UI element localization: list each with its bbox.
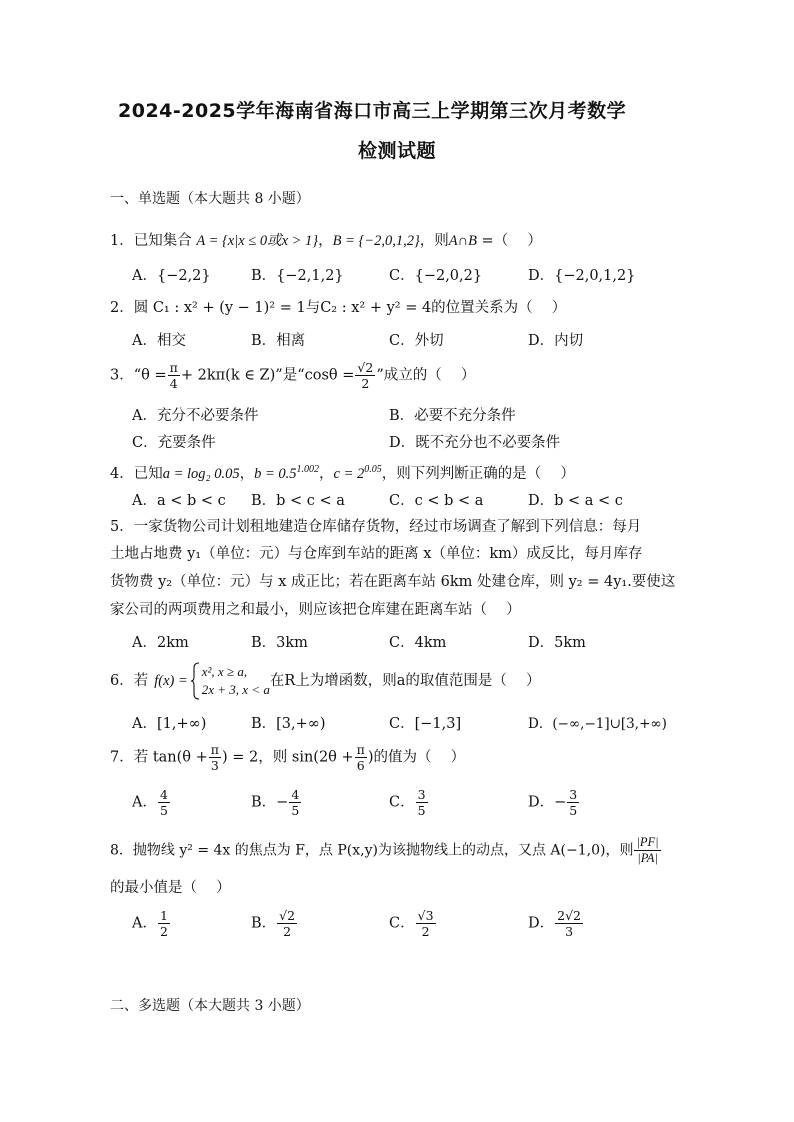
question-3-option-c: C．充要条件: [132, 435, 216, 451]
question-8-option-c: C． $\frac{√3}{2}$: [389, 908, 434, 939]
question-8-option-a: A． $\frac{1}{2}$: [132, 908, 168, 939]
question-5-option-d: D．5km: [528, 635, 586, 651]
question-7-option-c: C． $\frac{3}{5}$: [389, 787, 426, 818]
question-6-option-d: D．(−∞,−1]∪[3,+∞): [528, 716, 667, 732]
question-3-option-b: B．必要不充分条件: [389, 408, 516, 424]
question-1-option-d: D．{−2,0,1,2}: [528, 268, 636, 284]
question-4-option-d: D．b < a < c: [528, 493, 623, 509]
document-title-line2: 检测试题: [358, 140, 437, 162]
question-4-option-a: A．a < b < c: [132, 493, 226, 509]
brace-icon: [190, 662, 200, 700]
section-heading-single-choice: 一、单选题（本大题共 8 小题）: [110, 191, 310, 207]
question-2-option-d: D．内切: [528, 333, 584, 349]
question-6-option-a: A．[1,+∞): [132, 716, 207, 732]
question-6-option-b: B．[3,+∞): [251, 716, 326, 732]
question-5-line-2: 土地占地费 y₁（单位：元）与仓库到车站的距离 x（单位：km）成反比，每月库存: [110, 546, 643, 562]
question-2-option-c: C．外切: [389, 333, 444, 349]
question-6-stem: 6．若 f(x) = x², x ≥ a, 2x + 3, x < a 在R上为增函数，则a的取值范围是（ ）: [110, 662, 541, 700]
question-8-stem: 8．抛物线 y² = 4x 的焦点为 F，点 P(x,y)为该抛物线上的动点，又点 A(−1,0)，则 $\frac{|PF|}{|PA|}$: [110, 835, 659, 865]
question-2-option-b: B．相离: [251, 333, 306, 349]
question-7-option-d: D．− $\frac{3}{5}$: [528, 787, 578, 818]
question-5-line-3: 货物费 y₂（单位：元）与 x 成正比；若在距离车站 6km 处建仓库，则 y₂ = 4y₁.要使这: [110, 574, 676, 590]
question-3-option-a: A．充分不必要条件: [132, 408, 259, 424]
question-3-stem: 3．“θ = $\frac{\pi}{4}$ + 2kπ(k ∈ Z)”是“cosθ = $\frac{√2}{2}$ ”成立的（ ）: [110, 360, 476, 391]
question-6-option-c: C．[−1,3]: [389, 716, 462, 732]
question-5-line-1: 5．一家货物公司计划租地建造仓库储存货物，经过市场调查了解到下列信息：每月: [110, 519, 642, 535]
question-5-option-c: C．4km: [389, 635, 447, 651]
question-1-option-b: B．{−2,1,2}: [251, 268, 344, 284]
question-5-option-a: A．2km: [132, 635, 189, 651]
question-7-option-a: A． $\frac{4}{5}$: [132, 787, 168, 818]
question-4-option-b: B．b < c < a: [251, 493, 345, 509]
question-4-option-c: C．c < b < a: [389, 493, 484, 509]
question-1-stem: 1．已知集合 A = {x|x ≤ 0或x > 1}，B = {−2,0,1,2}，则A∩B =（ ）: [110, 233, 542, 249]
section-heading-multiple-choice: 二、多选题（本大题共 3 小题）: [110, 998, 310, 1014]
question-2-option-a: A．相交: [132, 333, 186, 349]
question-4-stem: 4．已知a = log₂ 0.05，$b = 0.5^{1.002}$，$c = 2^{0.05}$，则下列判断正确的是（ ）: [110, 464, 575, 482]
question-3-option-d: D．既不充分也不必要条件: [389, 435, 561, 451]
question-8-option-d: D． $\frac{2√2}{3}$: [528, 908, 582, 939]
question-5-line-4: 家公司的两项费用之和最小，则应该把仓库建在距离车站（ ）: [110, 602, 521, 618]
question-1-option-a: A．{−2,2}: [132, 268, 211, 284]
question-8-line-2: 的最小值是（ ）: [110, 880, 231, 896]
question-7-stem: 7．若 tan(θ + $\frac{\pi}{3}$ ) = 2，则 sin(2θ + $\frac{\pi}{6}$ )的值为（ ）: [110, 742, 466, 773]
question-7-option-b: B．− $\frac{4}{5}$: [251, 787, 300, 818]
question-5-option-b: B．3km: [251, 635, 308, 651]
document-title-line1: 2024-2025学年海南省海口市高三上学期第三次月考数学: [118, 100, 627, 122]
question-8-option-b: B． $\frac{√2}{2}$: [251, 908, 296, 939]
question-2-stem: 2．圆 C₁ : x² + (y − 1)² = 1与C₂ : x² + y² = 4的位置关系为（ ）: [110, 300, 567, 316]
question-1-option-c: C．{−2,0,2}: [389, 268, 483, 284]
